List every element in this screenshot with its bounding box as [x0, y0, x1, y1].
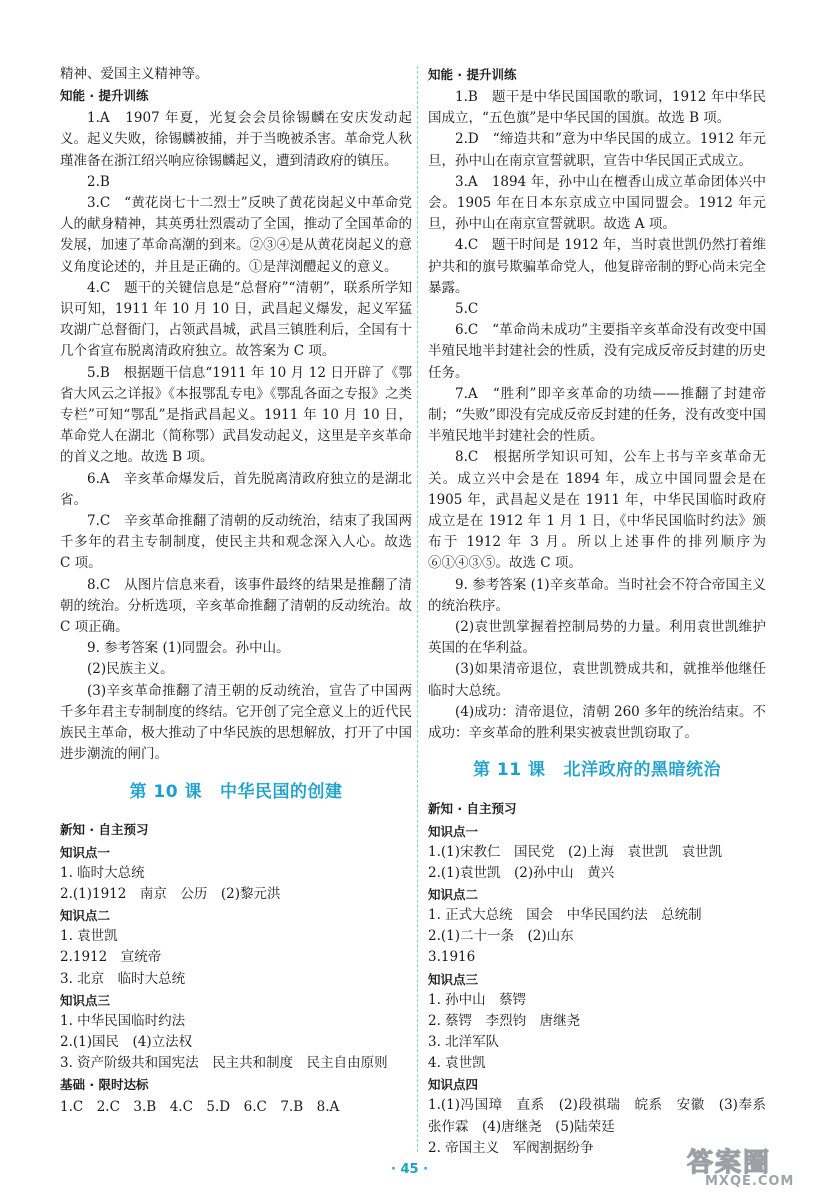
knowledge-point-heading: 知识点四 — [428, 1077, 479, 1093]
answer-3: 3.A 1894 年，孙中山在檀香山成立革命团体兴中会。1905 年在日本东京成立中国同盟会。1912 年元旦，孙中山在南京宣誓就职。故选 A 项。 — [428, 173, 766, 233]
answer-8: 8.C 根据所学知识可知，公车上书与辛亥革命无关。成立兴中会是在 1894 年，成立中国同盟会是在 1905 年，武昌起义是在 1911 年，中华民国临时政府成立是在 1912 年 1 月 1 日，《中华民国临时约法》颁布于 1912 年 3 月。所以上述事件的排列顺序为⑥①④③⑤。故选 C 项。 — [428, 449, 766, 572]
answer-6: 6.A 辛亥革命爆发后，首先脱离清政府独立的是湖北省。 — [60, 470, 412, 508]
list-item: 1. 袁世凯 — [60, 928, 118, 945]
list-item: 2. 蔡锷 李烈钧 唐继尧 — [428, 1012, 581, 1029]
knowledge-point-heading: 知识点三 — [428, 971, 479, 987]
answer-2: 2.D “缔造共和”意为中华民国的成立。1912 年元旦，孙中山在南京宣誓就职，宣告中华民国正式成立。 — [428, 131, 766, 169]
section-heading: 新知 · 自主预习 — [60, 821, 149, 837]
section-heading: 知能 · 提升训练 — [60, 88, 149, 104]
lesson-title: 中华民国的创建 — [220, 781, 343, 802]
list-item: 1.(1)宋教仁 国民党 (2)上海 袁世凯 袁世凯 — [428, 843, 723, 860]
answer-9-part-2: (2)民族主义。 — [87, 661, 174, 678]
left-column — [60, 64, 412, 1119]
knowledge-point-heading: 知识点一 — [428, 823, 479, 839]
answer-4: 4.C 题干时间是 1912 年，当时袁世凯仍然打着维护共和的旗号欺骗革命党人，他复辟帝制的野心尚未完全暴露。 — [428, 237, 766, 296]
section-heading: 新知 · 自主预习 — [428, 800, 517, 816]
right-column — [428, 64, 780, 1159]
list-item: 1.(1)冯国璋 直系 (2)段祺瑞 皖系 安徽 (3)奉系 张作霖 (4)唐继尧 (5)陆荣廷 — [428, 1097, 780, 1135]
lesson-11-heading — [428, 760, 766, 781]
lesson-title: 北洋政府的黑暗统治 — [563, 760, 721, 781]
section-heading: 基础 · 限时达标 — [60, 1077, 149, 1093]
answer-2: 2.B — [87, 173, 110, 190]
answer-8: 8.C 从图片信息来看，该事件最终的结果是推翻了清朝的统治。分析选项，辛亥革命推翻了清朝的反动统治。故 C 项正确。 — [60, 576, 412, 636]
knowledge-point-heading: 知识点三 — [60, 992, 111, 1008]
list-item: 1. 中华民国临时约法 — [60, 1012, 186, 1029]
answer-9-part-3: (3)如果清帝退位，袁世凯赞成共和，就推举他继任临时大总统。 — [428, 661, 766, 699]
knowledge-point-heading: 知识点一 — [60, 844, 111, 860]
list-item: 2.(1)袁世凯 (2)孙中山 黄兴 — [428, 864, 615, 881]
answer-key-row: 1.C 2.C 3.B 4.C 5.D 6.C 7.B 8.A — [60, 1099, 340, 1116]
list-item: 2.1912 宣统帝 — [60, 949, 162, 966]
list-item: 2.(1)国民 (4)立法权 — [60, 1033, 193, 1050]
answer-9-part-4: (4)成功：清帝退位，清朝 260 多年的统治结束。不成功：辛亥革命的胜利果实被袁世凯窃取了。 — [428, 703, 766, 742]
column-divider — [417, 66, 418, 1152]
answer-9-part-1: 9. 参考答案 (1)同盟会。孙中山。 — [87, 640, 290, 657]
knowledge-point-heading: 知识点二 — [60, 908, 111, 924]
answer-1: 1.A 1907 年夏，光复会会员徐锡麟在安庆发动起义。起义失败，徐锡麟被捕，并于当晚被杀害。革命党人秋瑾准备在浙江绍兴响应徐锡麟起义，遭到清政府的镇压。 — [60, 110, 412, 169]
answer-7: 7.C 辛亥革命推翻了清朝的反动统治，结束了我国两千多年的君主专制制度，使民主共和观念深入人心。故选 C 项。 — [60, 513, 412, 572]
watermark-text: 答案圈 — [687, 1148, 772, 1178]
list-item: 1. 孙中山 蔡锷 — [428, 991, 527, 1008]
answer-7: 7.A “胜利”即辛亥革命的功绩——推翻了封建帝制；“失败”即没有完成反帝反封建的任务，没有改变中国半殖民地半封建社会的性质。 — [428, 385, 766, 445]
answer-5: 5.B 根据题干信息“1911 年 10 月 12 日开辟了《鄂省大风云之详报》《本报鄂乱专电》《鄂乱各面之专报》之类专栏”可知“鄂乱”是指武昌起义。1911 年 10 月 10 日，革命党人在湖北（简称鄂）武昌发动起义，这里是辛亥革命的首义之地。故选 B 项。 — [60, 364, 412, 466]
lesson-10-heading — [60, 782, 412, 803]
answer-3: 3.C “黄花岗七十二烈士”反映了黄花岗起义中革命党人的献身精神，其英勇壮烈震动了全国，推动了全国革命的发展，加速了革命高潮的到来。②③④是从黄花岗起义的意义角度论述的，并且是正确的。①是萍浏醴起义的意义。 — [60, 195, 412, 275]
list-item: 3.1916 — [428, 949, 476, 966]
list-item: 1. 正式大总统 国会 中华民国约法 总统制 — [428, 906, 702, 923]
lesson-number: 第 11 课 — [473, 760, 546, 781]
list-item: 4. 袁世凯 — [428, 1055, 486, 1072]
list-item: 2. 帝国主义 军阀割据纷争 — [428, 1139, 594, 1156]
list-item: 2.(1)二十一条 (2)山东 — [428, 928, 574, 945]
answer-9-part-1: 9. 参考答案 (1)辛亥革命。当时社会不符合帝国主义的统治秩序。 — [428, 576, 766, 614]
section-heading: 知能 · 提升训练 — [428, 67, 517, 82]
answer-1: 1.B 题干是中华民国国歌的歌词，1912 年中华民国成立，“五色旗”是中华民国的国旗。故选 B 项。 — [428, 89, 766, 127]
answer-9-part-2: (2)袁世凯掌握着控制局势的力量。利用袁世凯维护英国的在华利益。 — [428, 619, 766, 657]
answer-6: 6.C “革命尚未成功”主要指辛亥革命没有改变中国半殖民地半封建社会的性质，没有完成反帝反封建的历史任务。 — [428, 322, 766, 381]
watermark-url: MXQE.COM — [705, 1174, 795, 1189]
list-item: 3. 北洋军队 — [428, 1033, 500, 1050]
intro-text: 精神、爱国主义精神等。 — [60, 66, 209, 82]
answer-4: 4.C 题干的关键信息是“总督府”“清朝”，联系所学知识可知，1911 年 10 月 10 日，武昌起义爆发，起义军猛攻湖广总督衙门，占领武昌城，武昌三镇胜利后，全国有十几个省宣布脱离清政府独立。故答案为 C 项。 — [60, 279, 412, 360]
list-item: 1. 临时大总统 — [60, 864, 145, 881]
list-item: 2.(1)1912 南京 公历 (2)黎元洪 — [60, 885, 281, 902]
watermark-logo — [683, 1142, 801, 1192]
answer-9-part-3: (3)辛亥革命推翻了清王朝的反动统治，宣告了中国两千多年君主专制制度的终结。它开创了完全意义上的近代民族民主革命，极大推动了中华民族的思想解放，打开了中国进步潮流的闸门。 — [60, 682, 412, 763]
knowledge-point-heading: 知识点二 — [428, 886, 479, 902]
list-item: 3. 资产阶级共和国宪法 民主共和制度 民主自由原则 — [60, 1055, 388, 1072]
list-item: 3. 北京 临时大总统 — [60, 970, 186, 987]
answer-5: 5.C — [455, 301, 479, 318]
page-number: · 45 · — [390, 1162, 429, 1177]
lesson-number: 第 10 课 — [129, 781, 202, 802]
